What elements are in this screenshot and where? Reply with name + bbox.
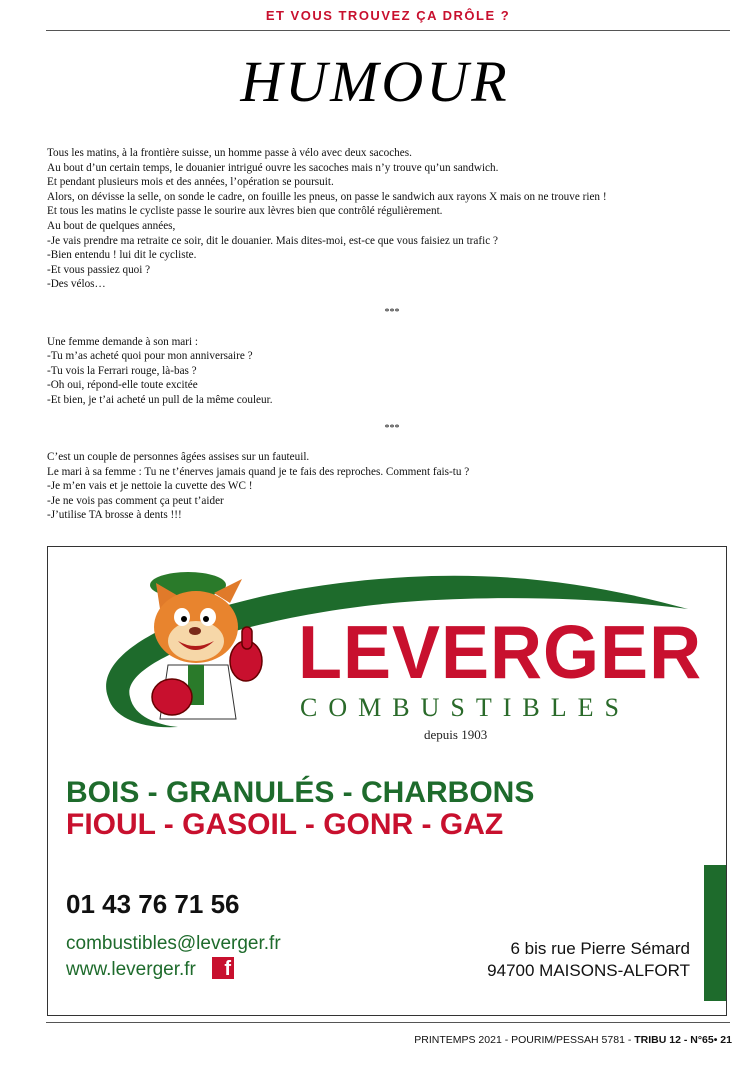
advertisement[interactable]: [47, 546, 727, 1016]
address-line-2: 94700 MAISONS-ALFORT: [487, 961, 690, 980]
joke-line: -Bien entendu ! lui dit le cycliste.: [47, 249, 197, 262]
products-line-2: FIOUL - GASOIL - GONR - GAZ: [66, 808, 504, 841]
joke-line: -Et bien, je t’ai acheté un pull de la même couleur.: [47, 393, 273, 406]
joke-line: Au bout d’un certain temps, le douanier intrigué ouvre les sacoches mais n’y trouve qu’un sandwich.: [47, 161, 499, 174]
joke-line: -Tu m’as acheté quoi pour mon anniversaire ?: [47, 350, 253, 363]
website-link[interactable]: www.leverger.fr: [66, 959, 196, 980]
joke-line: -Tu vois la Ferrari rouge, là-bas ?: [47, 364, 197, 377]
footer-magazine: TRIBU 12 - N°65• 21: [634, 1034, 732, 1046]
email-link[interactable]: combustibles@leverger.fr: [66, 933, 281, 954]
footer-issue: PRINTEMPS 2021 - POURIM/PESSAH 5781 -: [414, 1034, 635, 1046]
joke-line: -Je m’en vais et je nettoie la cuvette des WC !: [47, 480, 253, 493]
joke-line: -Je ne vois pas comment ça peut t’aider: [47, 494, 224, 507]
joke-1: [47, 146, 737, 292]
section-label: ET VOUS TROUVEZ ÇA DRÔLE ?: [265, 8, 511, 23]
joke-line: Tous les matins, à la frontière suisse, un homme passe à vélo avec deux sacoches.: [47, 147, 412, 159]
separator: ***: [384, 306, 400, 318]
cat-mascot-icon: [138, 569, 298, 739]
facebook-icon[interactable]: f: [212, 957, 234, 979]
header-bar: [46, 0, 730, 31]
joke-3: [47, 450, 737, 523]
joke-2: [47, 335, 737, 408]
joke-line: Et pendant plusieurs mois et des années, l’opération se poursuit.: [47, 176, 334, 189]
footer-divider: [46, 1022, 730, 1023]
jokes-column: [47, 146, 737, 523]
joke-line: -Je vais prendre ma retraite ce soir, dit le douanier. Mais dites-moi, est-ce que vous faisiez un trafic ?: [47, 234, 498, 247]
brand-subtitle: COMBUSTIBLES: [300, 693, 630, 722]
joke-line: Et tous les matins le cycliste passe le sourire aux lèvres bien que contrôlé régulièrement.: [47, 205, 443, 218]
joke-line: -J’utilise TA brosse à dents !!!: [47, 509, 182, 522]
joke-line: -Des vélos…: [47, 278, 106, 291]
separator: ***: [384, 422, 400, 434]
joke-line: Au bout de quelques années,: [47, 219, 176, 232]
page-footer: [414, 1034, 732, 1046]
products-line-1: BOIS - GRANULÉS - CHARBONS: [66, 776, 535, 809]
green-accent-bar: [704, 865, 726, 1001]
brand-name: LEVERGER: [298, 610, 703, 695]
joke-line: -Et vous passiez quoi ?: [47, 263, 151, 276]
page-title: HUMOUR: [240, 49, 510, 114]
since-year: depuis 1903: [424, 727, 488, 742]
address-line-1: 6 bis rue Pierre Sémard: [510, 939, 690, 958]
phone-number[interactable]: 01 43 76 71 56: [66, 889, 240, 919]
joke-line: C’est un couple de personnes âgées assises sur un fauteuil.: [47, 451, 310, 464]
joke-line: Le mari à sa femme : Tu ne t’énerves jamais quand je te fais des reproches. Comment fais-tu ?: [47, 465, 470, 478]
joke-line: Une femme demande à son mari :: [47, 335, 198, 348]
joke-line: Alors, on dévisse la selle, on sonde le cadre, on fouille les pneus, on passe le sandwich aux rayons X mais on ne trouve rien !: [47, 190, 607, 203]
joke-line: -Oh oui, répond-elle toute excitée: [47, 379, 198, 392]
